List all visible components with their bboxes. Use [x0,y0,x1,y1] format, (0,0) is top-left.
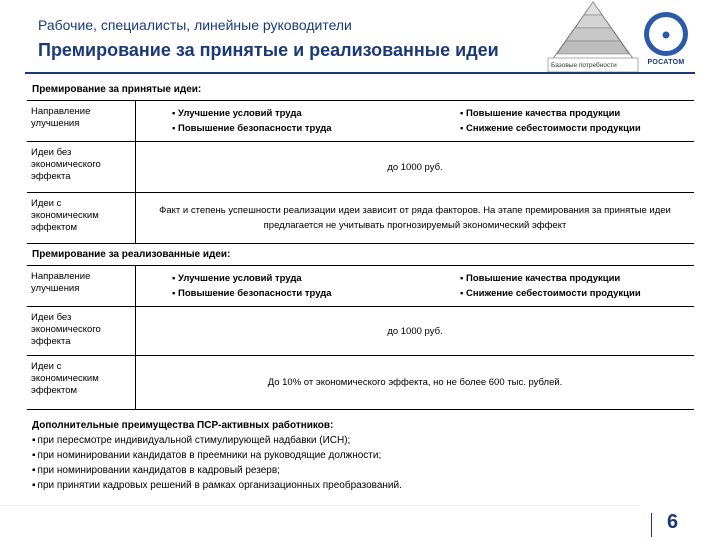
row-header: Идеи с экономическим эффектом [27,193,136,244]
list-item: ▪ при номинировании кандидатов в преемники на руководящие должности; [32,448,402,463]
list-item: ▪ Улучшение условий труда [172,106,422,121]
list-item: ▪ Снижение себестоимости продукции [460,121,690,136]
implemented-table [27,265,694,410]
table-row [27,356,694,410]
table-row [27,142,694,193]
row-value: до 1000 руб. [136,142,695,193]
page-number: 6 [667,511,679,533]
row-value: Факт и степень успешности реализации идеи зависит от ряда факторов. На этапе премирования за принятые идеи предлагается не учитывать прогнозируемый экономический эффект [136,193,695,244]
rosatom-logo-text: РОСАТОМ [647,59,685,66]
slide-subtitle: Рабочие, специалисты, линейные руководители [38,17,352,33]
row-value: до 1000 руб. [136,307,695,356]
directions-right [426,101,694,142]
extra-benefits [32,418,402,493]
footer-rule [0,505,640,506]
implemented-section-title: Премирование за реализованные идеи: [32,249,231,260]
list-item: ▪ Снижение себестоимости продукции [460,286,690,301]
row-header: Направление улучшения [27,266,136,307]
row-header: Идеи без экономического эффекта [27,307,136,356]
list-item: ▪ Повышение качества продукции [460,271,690,286]
list-item: ▪ при номинировании кандидатов в кадровый резерв; [32,463,402,478]
accepted-section-title: Премирование за принятые идеи: [32,84,202,95]
page-number-divider [651,513,652,537]
directions-left [136,101,427,142]
header-divider [25,72,695,74]
table-row [27,193,694,244]
list-item: ▪ Повышение безопасности труда [172,286,422,301]
slide-title: Премирование за принятые и реализованные идеи [38,40,499,60]
list-item: ▪ Повышение качества продукции [460,106,690,121]
row-value: До 10% от экономического эффекта, но не более 600 тыс. рублей. [136,356,695,410]
list-item: ▪ при пересмотре индивидуальной стимулирующей надбавки (ИСН); [32,433,402,448]
directions-right [426,266,694,307]
pyramid-base-label: Базовые потребности [551,62,617,69]
table-row [27,101,694,142]
row-header: Направление улучшения [27,101,136,142]
list-item: ▪ при принятии кадровых решений в рамках организационных преобразований. [32,478,402,493]
directions-left [136,266,427,307]
list-item: ▪ Повышение безопасности труда [172,121,422,136]
list-item: ▪ Улучшение условий труда [172,271,422,286]
table-row [27,266,694,307]
accepted-table [27,100,694,244]
row-header: Идеи без экономического эффекта [27,142,136,193]
extra-benefits-title: Дополнительные преимущества ПСР-активных работников: [32,420,334,431]
row-header: Идеи с экономическим эффектом [27,356,136,410]
table-row [27,307,694,356]
